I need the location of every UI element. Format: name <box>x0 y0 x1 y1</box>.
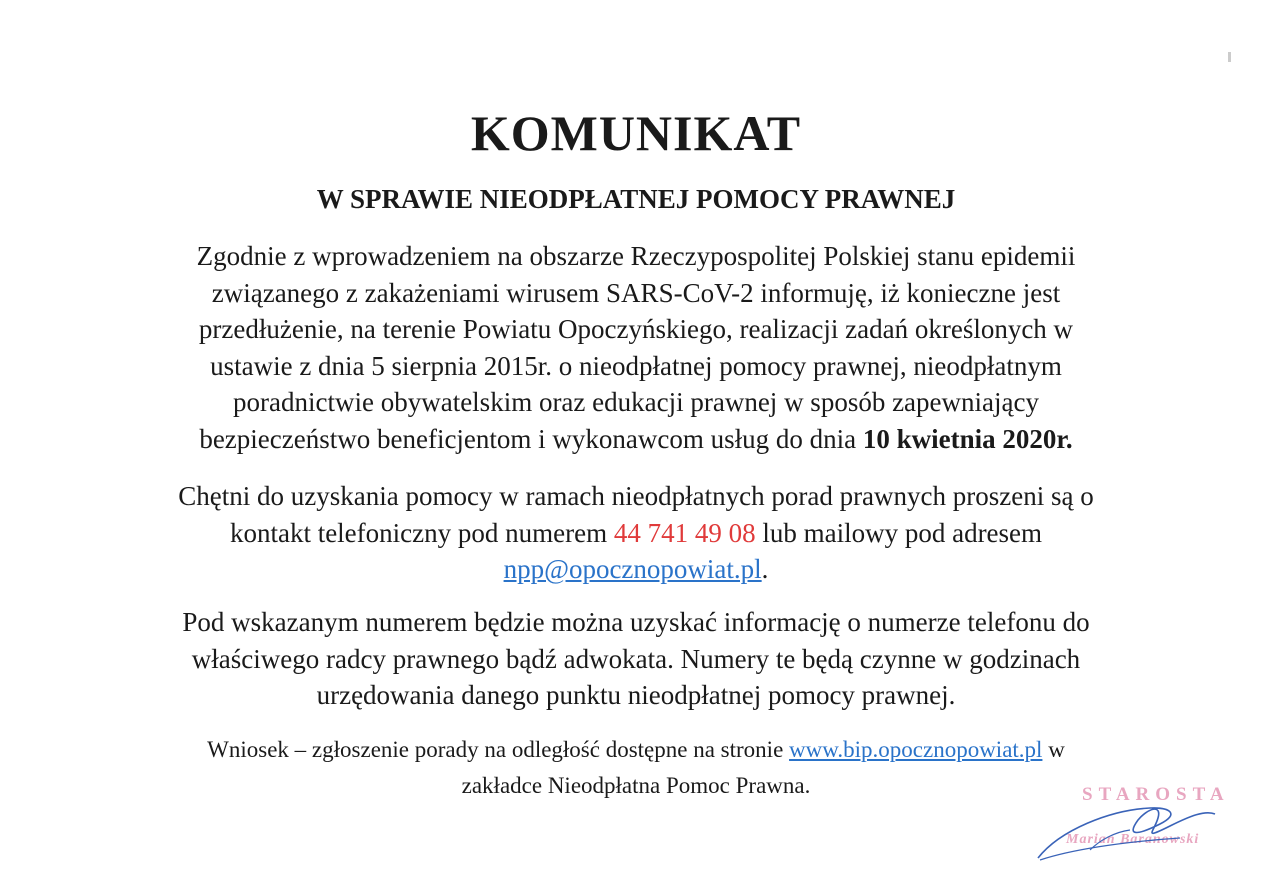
scan-mark <box>1228 52 1231 62</box>
paragraph-info <box>60 604 1212 714</box>
phone-number: 44 741 49 08 <box>613 517 756 548</box>
paragraph-contact <box>60 478 1212 588</box>
text-line: właściwego radcy prawnego bądź adwokata. Numery te będą czynne w godzinach <box>191 643 1081 674</box>
page-title: KOMUNIKAT <box>470 105 802 161</box>
text-segment: w <box>1048 737 1065 762</box>
text-line <box>60 421 1212 458</box>
text-line: Pod wskazanym numerem będzie można uzyskać informację o numerze telefonu do <box>182 607 1090 637</box>
text-segment: bezpieczeństwo beneficjentom i wykonawcom usług do dnia <box>199 423 857 454</box>
text-line <box>60 732 1212 768</box>
text-segment: lub mailowy pod adresem <box>762 517 1043 548</box>
text-line: Zgodnie z wprowadzeniem na obszarze Rzeczypospolitej Polskiej stanu epidemii <box>196 241 1076 271</box>
paragraph-epidemic-notice <box>60 238 1212 458</box>
text-line: przedłużenie, na terenie Powiatu Opoczyńskiego, realizacji zadań określonych w <box>198 314 1074 345</box>
text-line: urzędowania danego punktu nieodpłatnej pomocy prawnej. <box>316 680 956 711</box>
text-line: Chętni do uzyskania pomocy w ramach nieodpłatnych porad prawnych proszeni są o <box>178 481 1094 511</box>
deadline-date: 10 kwietnia 2020r. <box>862 423 1073 454</box>
text-line: związanego z zakażeniami wirusem SARS-CoV-2 informuję, iż konieczne jest <box>211 277 1061 308</box>
text-segment: . <box>761 554 769 585</box>
stamp-name: Marian Baranowski <box>1066 832 1200 847</box>
text-line: ustawie z dnia 5 sierpnia 2015r. o nieodpłatnej pomocy prawnej, nieodpłatnym <box>210 350 1062 381</box>
text-segment: Wniosek – zgłoszenie porady na odległość dostępne na stronie <box>207 737 784 762</box>
text-line: poradnictwie obywatelskim oraz edukacji prawnej w sposób zapewniający <box>233 387 1039 418</box>
official-stamp <box>1030 780 1230 870</box>
email-link[interactable]: npp@opocznopowiat.pl <box>503 554 762 585</box>
page-subtitle: W SPRAWIE NIEODPŁATNEJ POMOCY PRAWNEJ <box>316 184 956 214</box>
stamp-title: STAROSTA <box>1082 784 1230 805</box>
website-link[interactable]: www.bip.opocznopowiat.pl <box>789 737 1043 762</box>
text-segment: kontakt telefoniczny pod numerem <box>229 517 608 548</box>
text-line <box>60 551 1212 588</box>
text-line <box>60 515 1212 552</box>
text-line: zakładce Nieodpłatna Pomoc Prawna. <box>461 773 811 798</box>
signature-icon <box>1030 780 1230 870</box>
